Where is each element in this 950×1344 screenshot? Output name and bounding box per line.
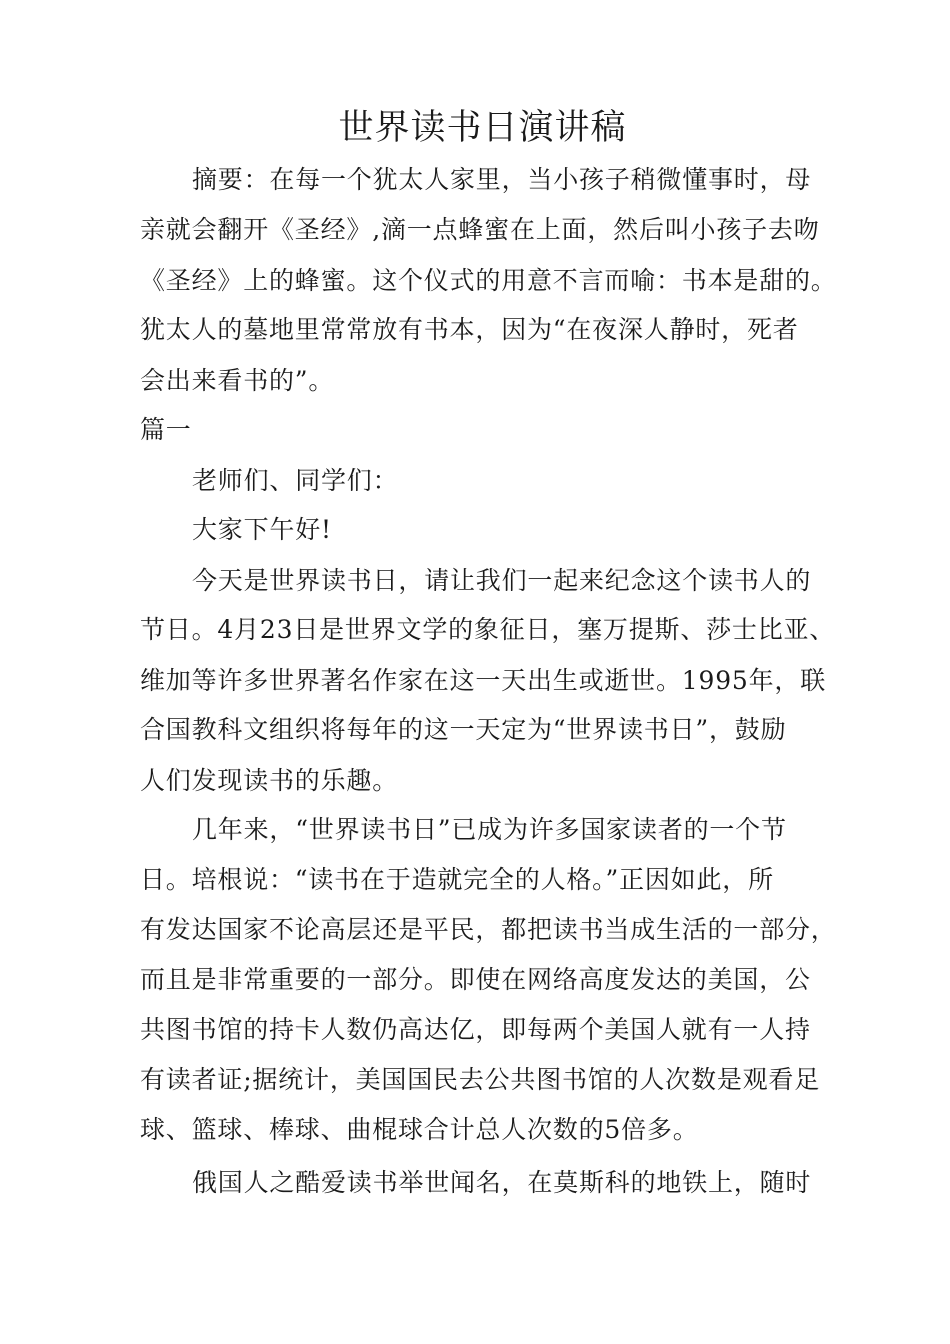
paragraph-line: 维加等许多世界著名作家在这一天出生或逝世。1995年，联 xyxy=(140,666,827,695)
paragraph-line: 俄国人之酷爱读书举世闻名，在莫斯科的地铁上，随时 xyxy=(192,1168,812,1197)
abstract-line: 亲就会翻开《圣经》,滴一点蜂蜜在上面，然后叫小孩子去吻 xyxy=(140,215,820,244)
paragraph-line: 日。培根说：“读书在于造就完全的人格。”正因如此，所 xyxy=(140,865,774,894)
paragraph-line: 有发达国家不论高层还是平民，都把读书当成生活的一部分， xyxy=(140,915,837,944)
document-title: 世界读书日演讲稿 xyxy=(338,108,627,148)
paragraph-line: 而且是非常重要的一部分。即使在网络高度发达的美国，公 xyxy=(140,965,811,994)
paragraph-line: 合国教科文组织将每年的这一天定为“世界读书日”，鼓励 xyxy=(140,715,787,744)
paragraph-line: 共图书馆的持卡人数仍高达亿，即每两个美国人就有一人持 xyxy=(140,1015,811,1044)
salutation: 老师们、同学们： xyxy=(192,466,399,495)
paragraph-line: 几年来，“世界读书日”已成为许多国家读者的一个节 xyxy=(192,815,787,844)
abstract-line: 摘要：在每一个犹太人家里，当小孩子稍微懂事时，母 xyxy=(192,165,812,194)
paragraph-line: 今天是世界读书日，请让我们一起来纪念这个读书人的 xyxy=(192,566,812,595)
abstract-line: 犹太人的墓地里常常放有书本，因为“在夜深人静时，死者 xyxy=(140,315,799,344)
section-label: 篇一 xyxy=(140,415,192,444)
abstract-line: 会出来看书的”。 xyxy=(140,366,335,395)
abstract-line: 《圣经》上的蜂蜜。这个仪式的用意不言而喻：书本是甜的。 xyxy=(140,266,837,295)
paragraph-line: 人们发现读书的乐趣。 xyxy=(140,766,399,795)
greeting: 大家下午好! xyxy=(192,515,332,544)
paragraph-line: 节日。4月23日是世界文学的象征日，塞万提斯、莎士比亚、 xyxy=(140,615,836,644)
paragraph-line: 球、篮球、棒球、曲棍球合计总人次数的5倍多。 xyxy=(140,1115,699,1144)
paragraph-line: 有读者证;据统计，美国国民去公共图书馆的人次数是观看足 xyxy=(140,1065,821,1094)
